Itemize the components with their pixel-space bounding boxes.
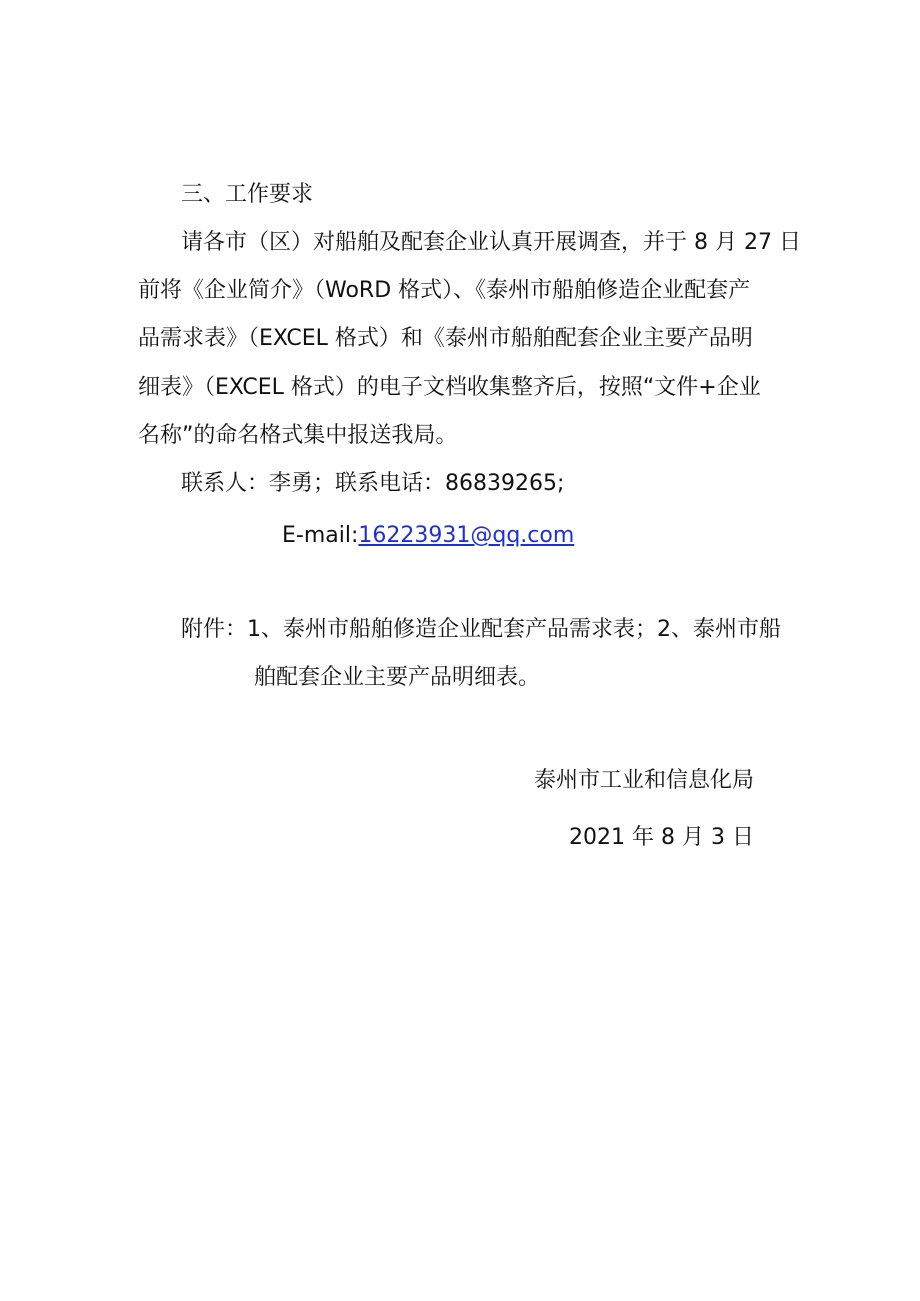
attachment-line-2: 舶配套企业主要产品明细表。 <box>254 665 541 690</box>
attachment-line-1: 附件：1、泰州市船舶修造企业配套产品需求表；2、泰州市船 <box>181 617 781 642</box>
body-paragraph-line-3: 品需求表》（EXCEL 格式）和《泰州市船舶配套企业主要产品明 <box>138 326 753 351</box>
body-paragraph-line-4: 细表》（EXCEL 格式）的电子文档收集整齐后，按照“文件+企业 <box>138 375 761 400</box>
contact-person-line: 联系人：李勇；联系电话：86839265; <box>181 471 565 496</box>
email-label: E-mail: <box>282 523 359 548</box>
body-paragraph-line-2: 前将《企业简介》（WoRD 格式）、《泰州市船舶修造企业配套产 <box>138 278 751 303</box>
body-paragraph-line-1: 请各市（区）对船舶及配套企业认真开展调查，并于 8 月 27 日 <box>181 230 801 255</box>
issuer-organization: 泰州市工业和信息化局 <box>533 768 754 793</box>
email-line <box>282 521 574 551</box>
email-link[interactable]: 16223931@qq.com <box>358 523 575 548</box>
issue-date: 2021 年 8 月 3 日 <box>569 825 754 850</box>
body-paragraph-line-5: 名称”的命名格式集中报送我局。 <box>138 423 458 448</box>
section-heading: 三、工作要求 <box>181 182 314 207</box>
